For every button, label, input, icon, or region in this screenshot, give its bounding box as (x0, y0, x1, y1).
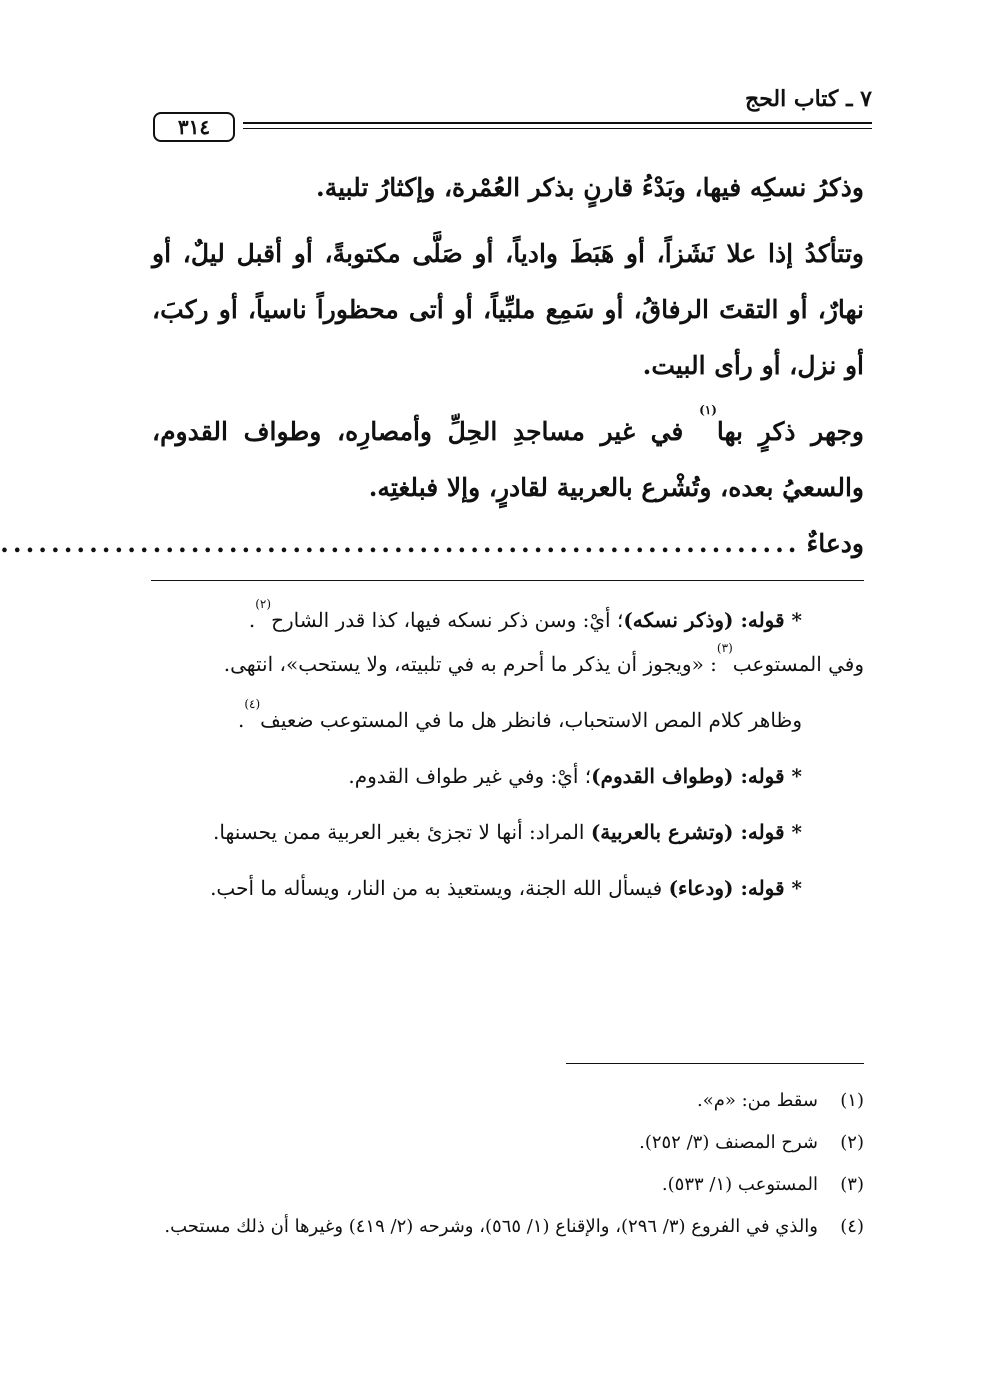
commentary-2-end: : «ويجوز أن يذكر ما أحرم به في تلبيته، ولا يستحب»، انتهى. (223, 652, 717, 676)
footnote-ref-2: (٢) (255, 597, 272, 611)
dotted-leader: ............................................................... (0, 529, 801, 558)
commentary-2 (152, 642, 864, 686)
commentary-1-quote: (وذكر نسكه) (623, 608, 741, 632)
commentary-3-end: . (237, 708, 245, 732)
main-paragraph-3-start: وجهر ذكرٍ بها (716, 417, 864, 446)
commentary-3-start: وظاهر كلام المص الاستحباب، فانظر هل ما في المستوعب ضعيف (260, 708, 802, 732)
commentary-4 (152, 754, 864, 798)
commentary-2-start: وفي المستوعب (732, 652, 864, 676)
commentary-separator (151, 580, 864, 581)
footnote-text: المستوعب (١/ ٥٣٣). (661, 1174, 818, 1195)
commentary-5 (152, 810, 864, 854)
footnote-rule (566, 1063, 864, 1064)
main-text (0, 160, 864, 572)
footnote-text: شرح المصنف (٣/ ٢٥٢). (639, 1132, 818, 1153)
commentary-4-quote: (وطواف القدوم) (591, 764, 741, 788)
footnotes (152, 1080, 864, 1248)
commentary-5-lead: * قوله: (740, 820, 802, 844)
footnote-number: (١) (840, 1090, 864, 1111)
footnote-number: (٤) (840, 1216, 864, 1237)
footnote-number: (٣) (840, 1174, 864, 1195)
header-rule (243, 122, 872, 129)
footnote-text: سقط من: «م». (696, 1090, 818, 1111)
main-paragraph-1: وذكرُ نسكِه فيها، وبَدْءُ قارنٍ بذكر العُمْرة، وإكثارُ تلبية. (315, 173, 864, 202)
commentary-3 (152, 698, 864, 742)
commentary-4-lead: * قوله: (740, 764, 802, 788)
footnote-ref-4: (٤) (244, 697, 261, 711)
commentary-1 (152, 598, 864, 642)
commentary-4-text: ؛ أيْ: وفي غير طواف القدوم. (348, 764, 592, 788)
main-paragraph-4-text: ودعاءٌ (806, 529, 864, 558)
commentary-1-text: ؛ أيْ: وسن ذكر نسكه فيها، كذا قدر الشارح (271, 608, 624, 632)
main-paragraph-3-end: في غير مساجدِ الحِلِّ وأمصارِه، وطواف القدوم، والسعيُ بعده، وتُشْرع بالعربية لقادرٍ، وإلا فبلغتِه. (152, 417, 864, 502)
commentary-section (152, 598, 864, 910)
commentary-6-quote: (ودعاء) (668, 876, 741, 900)
main-paragraph-3 (152, 404, 864, 516)
commentary-1-end: . (248, 608, 256, 632)
footnote-2 (152, 1122, 864, 1164)
footnote-text: والذي في الفروع (٣/ ٢٩٦)، والإقناع (١/ ٥٦٥)، وشرحه (٢/ ٤١٩) وغيرها أن ذلك مستحب. (164, 1216, 818, 1237)
commentary-5-text: المراد: أنها لا تجزئ بغير العربية ممن يحسنها. (213, 820, 591, 844)
main-paragraph-4 (0, 516, 864, 572)
page-number-box: ٣١٤ (153, 112, 235, 142)
footnote-1 (152, 1080, 864, 1122)
commentary-6-lead: * قوله: (740, 876, 802, 900)
commentary-6 (152, 866, 864, 910)
commentary-1-lead: * قوله: (740, 608, 802, 632)
footnote-4 (152, 1206, 864, 1248)
chapter-title: ٧ ـ كتاب الحج (745, 86, 872, 112)
footnote-ref-1: (١) (699, 403, 717, 417)
commentary-6-text: فيسأل الله الجنة، ويستعيذ به من النار، ويسأله ما أحب. (210, 876, 669, 900)
footnote-ref-3: (٣) (716, 641, 733, 655)
footnote-number: (٢) (840, 1132, 864, 1153)
main-paragraph-2: وتتأكدُ إذا علا نَشَزاً، أو هَبَطَ وادياً، أو صَلَّى مكتوبةً، أو أقبل ليلٌ، أو نهارٌ، أو التقتَ الرفاقُ، أو سَمِع ملبِّياً، أو أتى محظوراً ناسياً، أو ركبَ، أو نزل، أو رأى البيت. (152, 239, 864, 380)
commentary-5-quote: (وتشرع بالعربية) (590, 820, 741, 844)
footnote-3 (152, 1164, 864, 1206)
